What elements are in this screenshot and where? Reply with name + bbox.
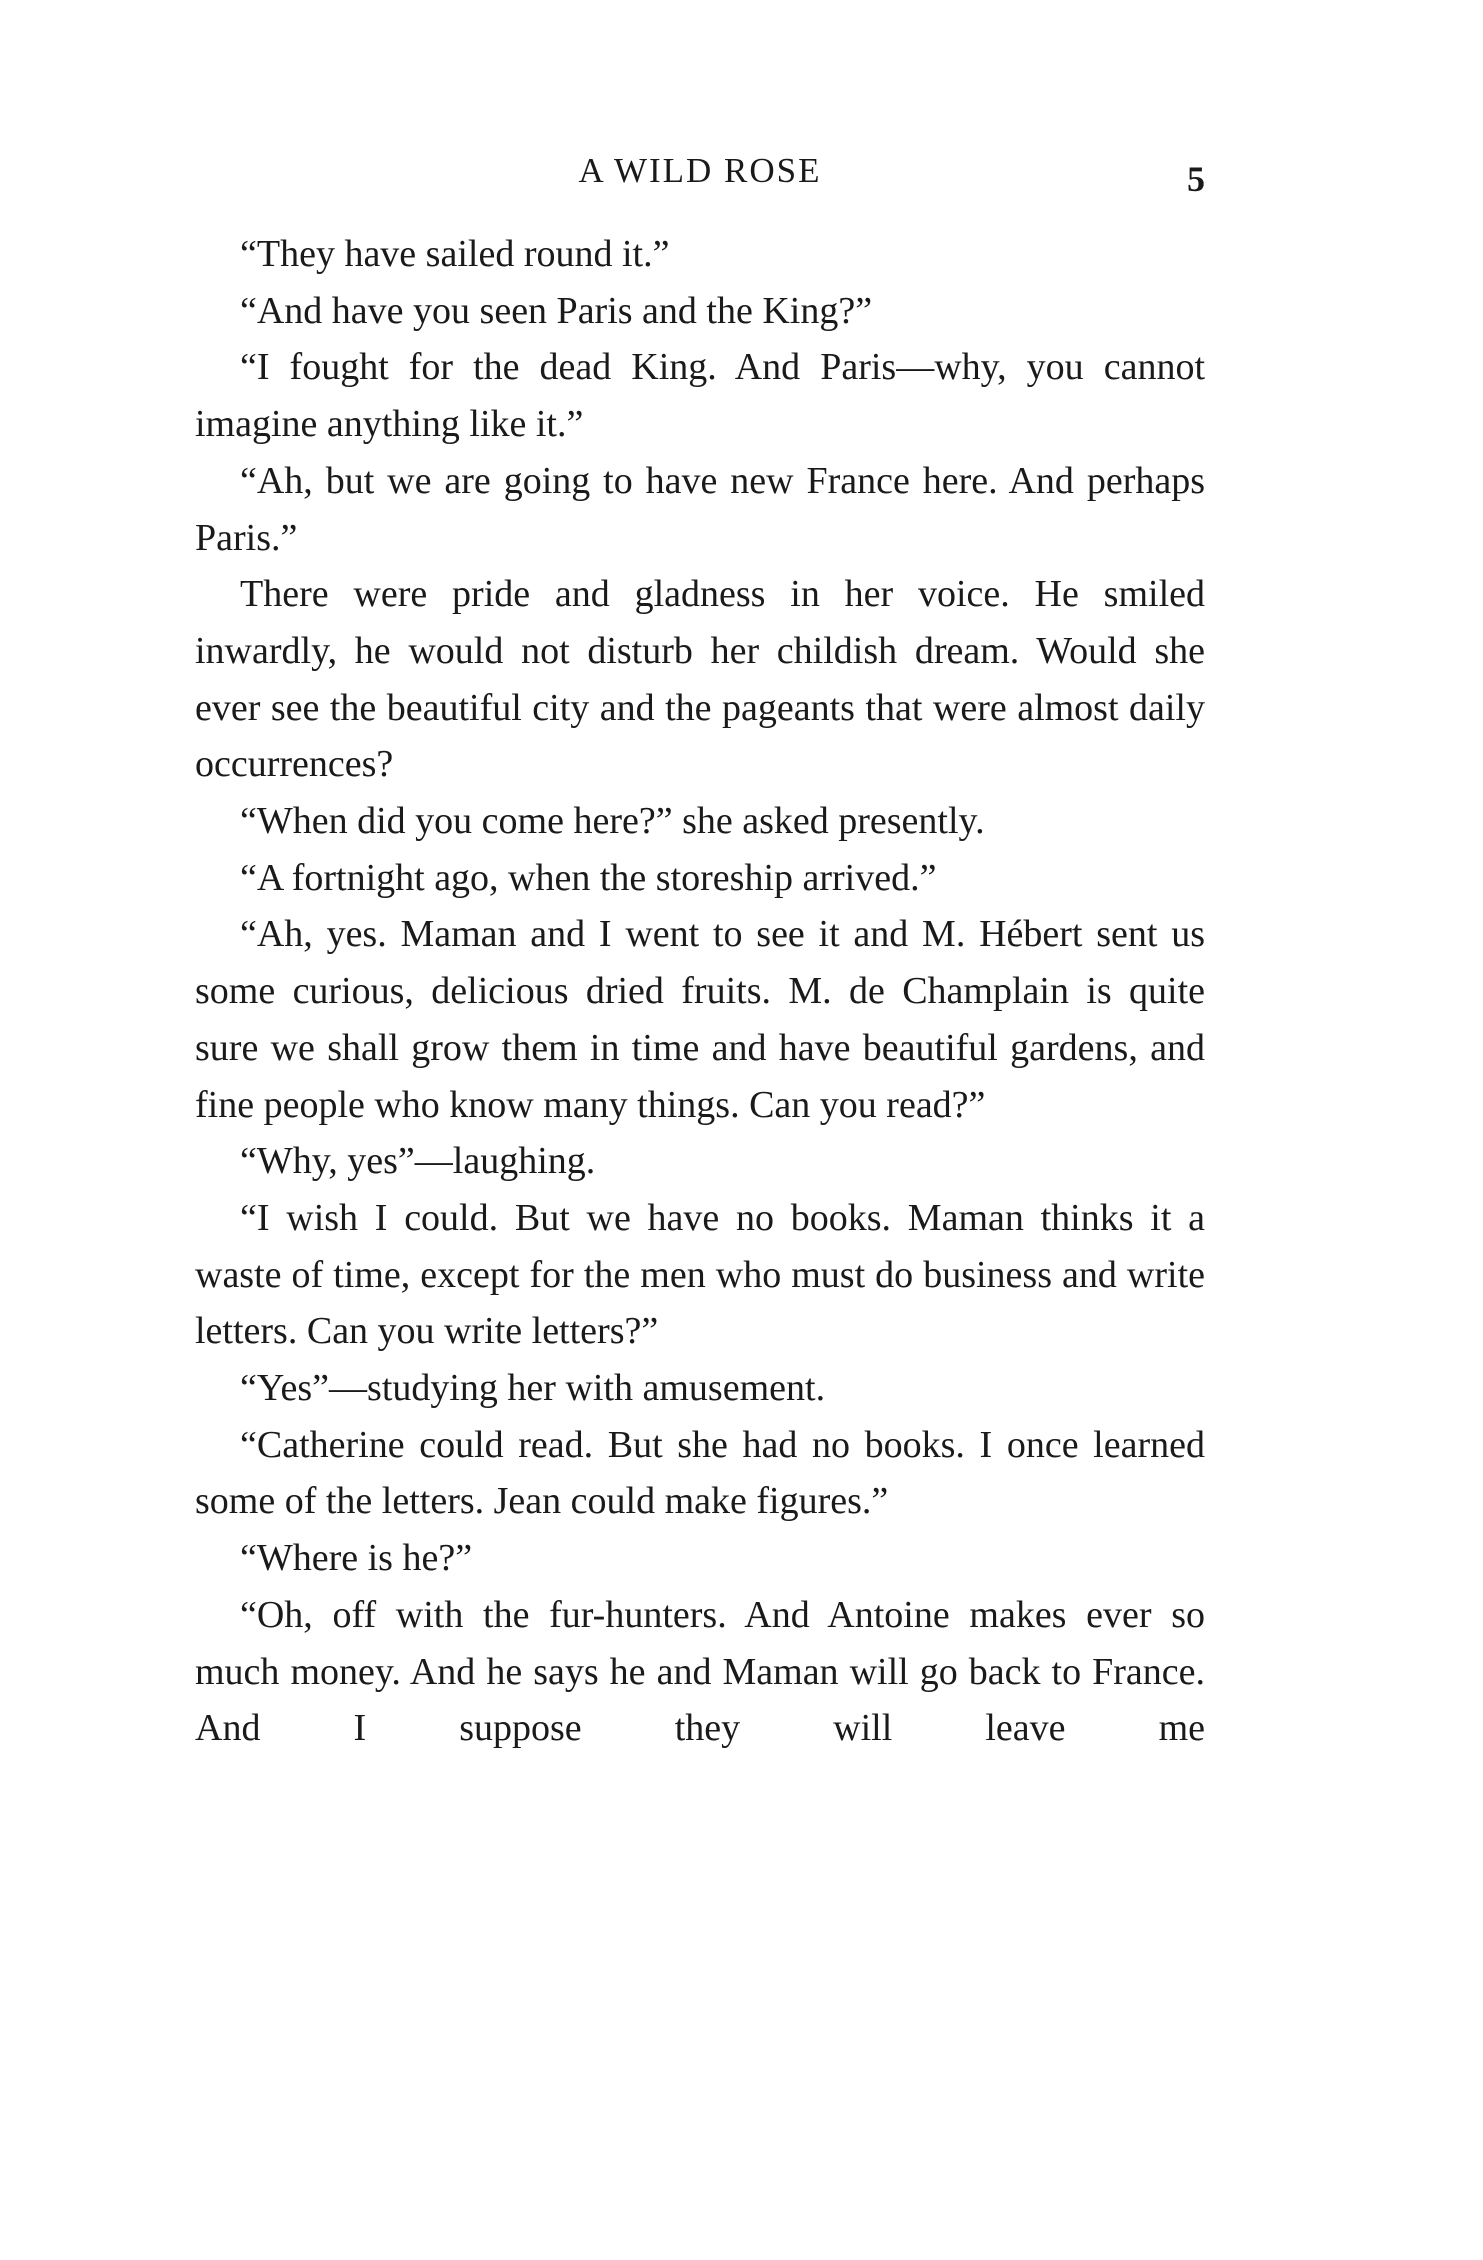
paragraph: “Why, yes”—laughing. [240, 1140, 596, 1183]
paragraph: “Oh, off with the fur-hunters. And Antoine makes ever so much money. And he says he and Maman will go back to France. And I suppose they will leave me [195, 1593, 1205, 1750]
running-title: A WILD ROSE [578, 151, 822, 190]
paragraph: There were pride and gladness in her voice. He smiled inwardly, he would not disturb her childish dream. Would she ever see the beautiful city and the pageants that were almost daily occurrences? [195, 573, 1205, 786]
paragraph: “Ah, but we are going to have new France here. And perhaps Paris.” [195, 459, 1205, 559]
paragraph: “A fortnight ago, when the storeship arrived.” [240, 856, 937, 899]
page-number: 5 [1187, 159, 1205, 199]
paragraph: “I wish I could. But we have no books. Maman thinks it a waste of time, except for the men who must do business and write letters. Can you write letters?” [195, 1196, 1205, 1353]
running-head [195, 148, 1205, 199]
paragraph: “When did you come here?” she asked presently. [240, 800, 985, 843]
paragraph: “Where is he?” [240, 1537, 473, 1580]
paragraph: “Ah, yes. Maman and I went to see it and M. Hébert sent us some curious, delicious dried fruits. M. de Champlain is quite sure we shall grow them in time and have beautiful gardens, and fine people who know many things. Can you read?” [195, 913, 1205, 1126]
body-text [195, 226, 1205, 1757]
paragraph: “They have sailed round it.” [240, 233, 670, 275]
paragraph: “Yes”—studying her with amusement. [240, 1367, 826, 1410]
paragraph: “And have you seen Paris and the King?” [240, 289, 873, 332]
paragraph: “Catherine could read. But she had no books. I once learned some of the letters. Jean could make figures.” [195, 1423, 1205, 1523]
paragraph: “I fought for the dead King. And Paris—why, you cannot imagine anything like it.” [195, 346, 1205, 446]
